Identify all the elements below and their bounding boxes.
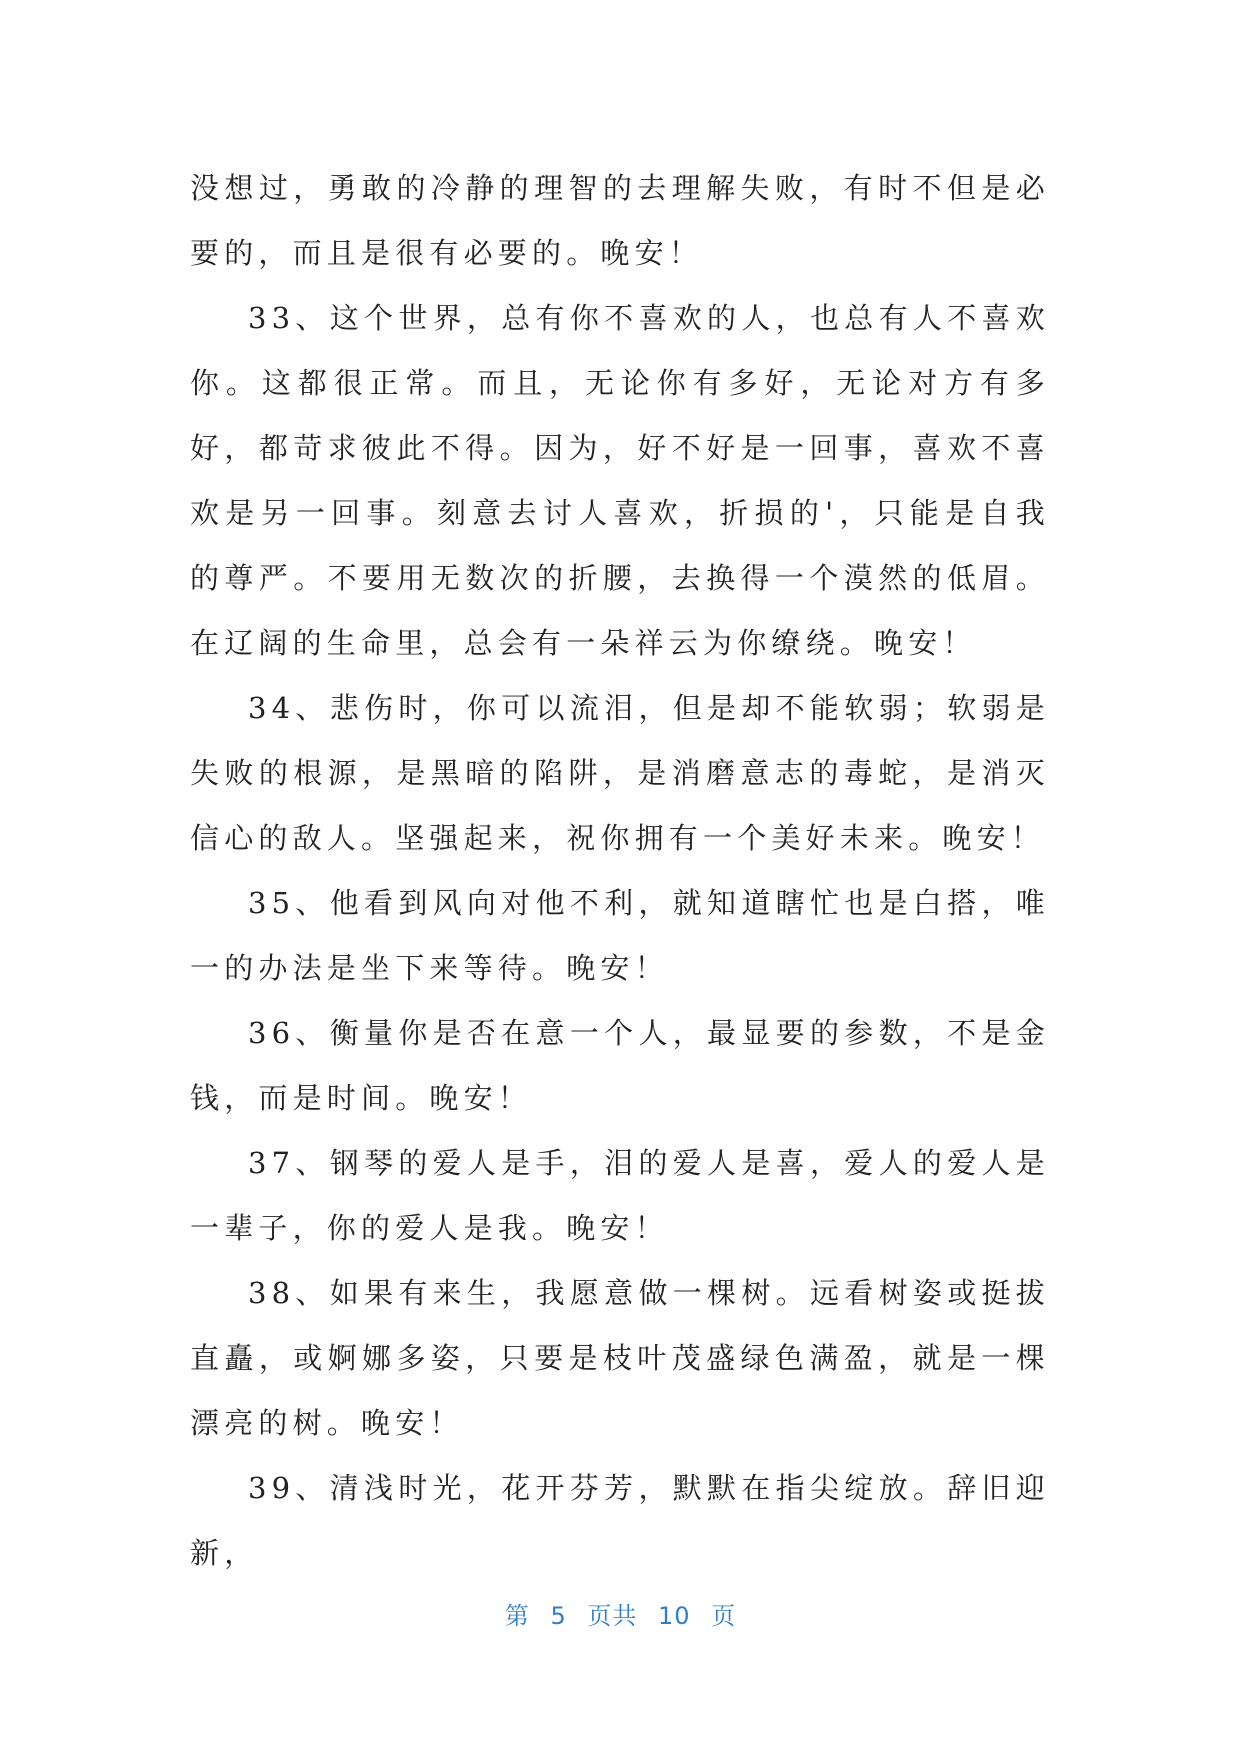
document-body — [190, 156, 1050, 1586]
paragraph-34: 34、悲伤时，你可以流泪，但是却不能软弱；软弱是失败的根源，是黑暗的陷阱，是消磨意志的毒蛇，是消灭信心的敌人。坚强起来，祝你拥有一个美好未来。晚安！ — [190, 691, 1050, 855]
paragraph-35: 35、他看到风向对他不利，就知道瞎忙也是白搭，唯一的办法是坐下来等待。晚安！ — [190, 886, 1050, 985]
paragraph-continuation: 没想过，勇敢的冷静的理智的去理解失败，有时不但是必要的，而且是很有必要的。晚安！ — [190, 171, 1050, 270]
paragraph-39: 39、清浅时光，花开芬芳，默默在指尖绽放。辞旧迎新， — [190, 1471, 1050, 1570]
paragraph-33: 33、这个世界，总有你不喜欢的人，也总有人不喜欢你。这都很正常。而且，无论你有多好，无论对方有多好，都苛求彼此不得。因为，好不好是一回事，喜欢不喜欢是另一回事。刻意去讨人喜欢，折损的'，只能是自我的尊严。不要用无数次的折腰，去换得一个漠然的低眉。在辽阔的生命里，总会有一朵祥云为你缭绕。晚安！ — [190, 301, 1050, 660]
footer-suffix: 页 — [711, 1602, 737, 1630]
footer-current-page: 5 — [550, 1602, 567, 1630]
footer-prefix: 第 — [504, 1602, 530, 1630]
footer-middle: 页共 — [587, 1602, 638, 1630]
paragraph-36: 36、衡量你是否在意一个人，最显要的参数，不是金钱，而是时间。晚安！ — [190, 1016, 1050, 1115]
paragraph-37: 37、钢琴的爱人是手，泪的爱人是喜，爱人的爱人是一辈子，你的爱人是我。晚安！ — [190, 1146, 1050, 1245]
footer-total-pages: 10 — [658, 1602, 691, 1630]
page-footer — [0, 1596, 1241, 1631]
paragraph-38: 38、如果有来生，我愿意做一棵树。远看树姿或挺拔直矗，或婀娜多姿，只要是枝叶茂盛绿色满盈，就是一棵漂亮的树。晚安！ — [190, 1276, 1050, 1440]
